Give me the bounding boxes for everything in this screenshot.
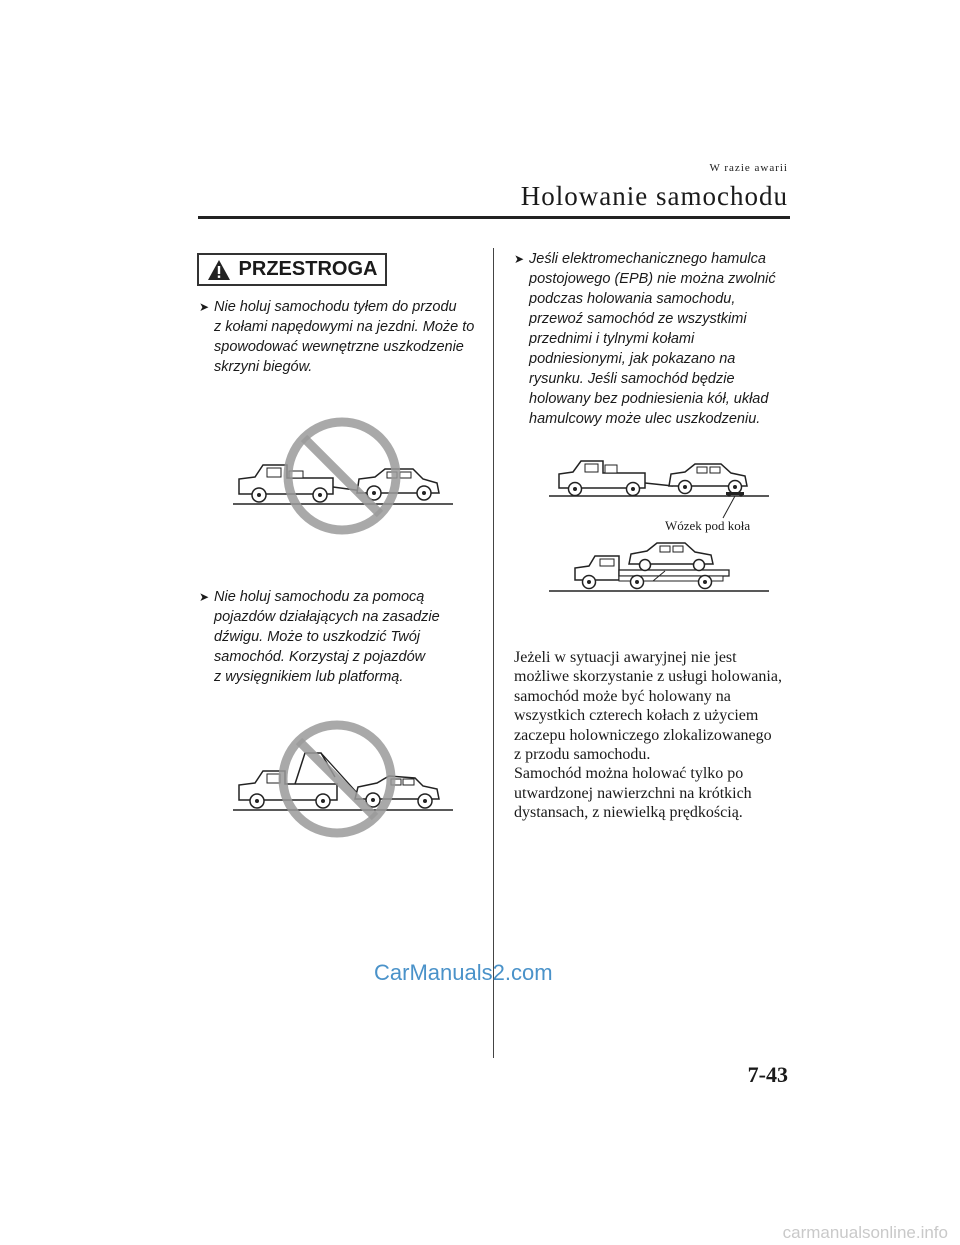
column-divider: [493, 248, 494, 1058]
paragraph-line: zaczepu holowniczego zlokalizowanego: [514, 726, 772, 744]
bullet-line: Jeśli elektromechanicznego hamulca: [529, 251, 766, 267]
paragraph-line: samochód może być holowany na: [514, 687, 731, 705]
towing-paragraph: [514, 648, 782, 823]
flatbed-tow-figure: [545, 538, 775, 598]
bullet-line: samochód. Korzystaj z pojazdów: [214, 649, 426, 665]
figure-caption: Wózek pod koła: [665, 518, 751, 533]
left-bullet-1: [199, 297, 474, 377]
bullet-arrow-icon: ➤: [199, 300, 210, 314]
warning-label: PRZESTROGA: [238, 258, 378, 280]
bullet-line: spowodować wewnętrzne uszkodzenie: [214, 339, 464, 355]
bullet-line: z wysięgnikiem lub platformą.: [214, 669, 404, 685]
watermark-link[interactable]: CarManuals2.com: [374, 960, 553, 985]
bullet-line: przednimi i tylnymi kołami: [529, 331, 695, 347]
bullet-line: podczas holowania samochodu,: [529, 291, 736, 307]
bullet-line: przewoź samochód ze wszystkimi: [529, 311, 747, 327]
bullet-line: holowany bez podniesienia kół, układ: [529, 391, 769, 407]
bullet-line: postojowego (EPB) nie można zwolnić: [529, 271, 776, 287]
prohibited-tow-backward-figure: [225, 415, 455, 545]
paragraph-line: utwardzonej nawierzchni na krótkich: [514, 784, 752, 802]
paragraph-line: wszystkich czterech kołach z użyciem: [514, 707, 759, 725]
paragraph-line: Samochód można holować tylko po: [514, 765, 744, 783]
paragraph-line: możliwe skorzystanie z usługi holowania,: [514, 668, 782, 686]
footer-watermark[interactable]: carmanualsonline.info: [782, 1223, 948, 1242]
page-number: 7-43: [747, 1062, 788, 1087]
paragraph-line: z przodu samochodu.: [514, 746, 651, 764]
prohibited-sling-tow-figure: [225, 715, 455, 845]
warning-box: [197, 253, 387, 286]
wheel-dolly-tow-figure: [545, 452, 775, 522]
bullet-line: hamulcowy może ulec uszkodzeniu.: [529, 411, 761, 427]
bullet-line: podniesionymi, jak pokazano na: [529, 351, 736, 367]
header-rule: [198, 216, 790, 219]
bullet-line: pojazdów działających na zasadzie: [214, 609, 440, 625]
bullet-arrow-icon: ➤: [514, 252, 525, 266]
bullet-line: Nie holuj samochodu tyłem do przodu: [214, 299, 457, 315]
left-bullet-2: [199, 587, 440, 687]
bullet-line: z kołami napędowymi na jezdni. Może to: [214, 319, 475, 335]
right-bullet: [514, 249, 776, 429]
bullet-arrow-icon: ➤: [199, 590, 210, 604]
bullet-line: Nie holuj samochodu za pomocą: [214, 589, 425, 605]
bullet-line: dźwigu. Może to uszkodzić Twój: [214, 629, 421, 645]
section-label: W razie awarii: [709, 162, 788, 174]
bullet-line: rysunku. Jeśli samochód będzie: [529, 371, 735, 387]
paragraph-line: Jeżeli w sytuacji awaryjnej nie jest: [514, 649, 737, 666]
warning-triangle-icon: [207, 259, 231, 281]
paragraph-line: dystansach, z niewielką prędkością.: [514, 804, 743, 822]
bullet-line: skrzyni biegów.: [214, 359, 313, 375]
page-title: Holowanie samochodu: [520, 181, 788, 211]
